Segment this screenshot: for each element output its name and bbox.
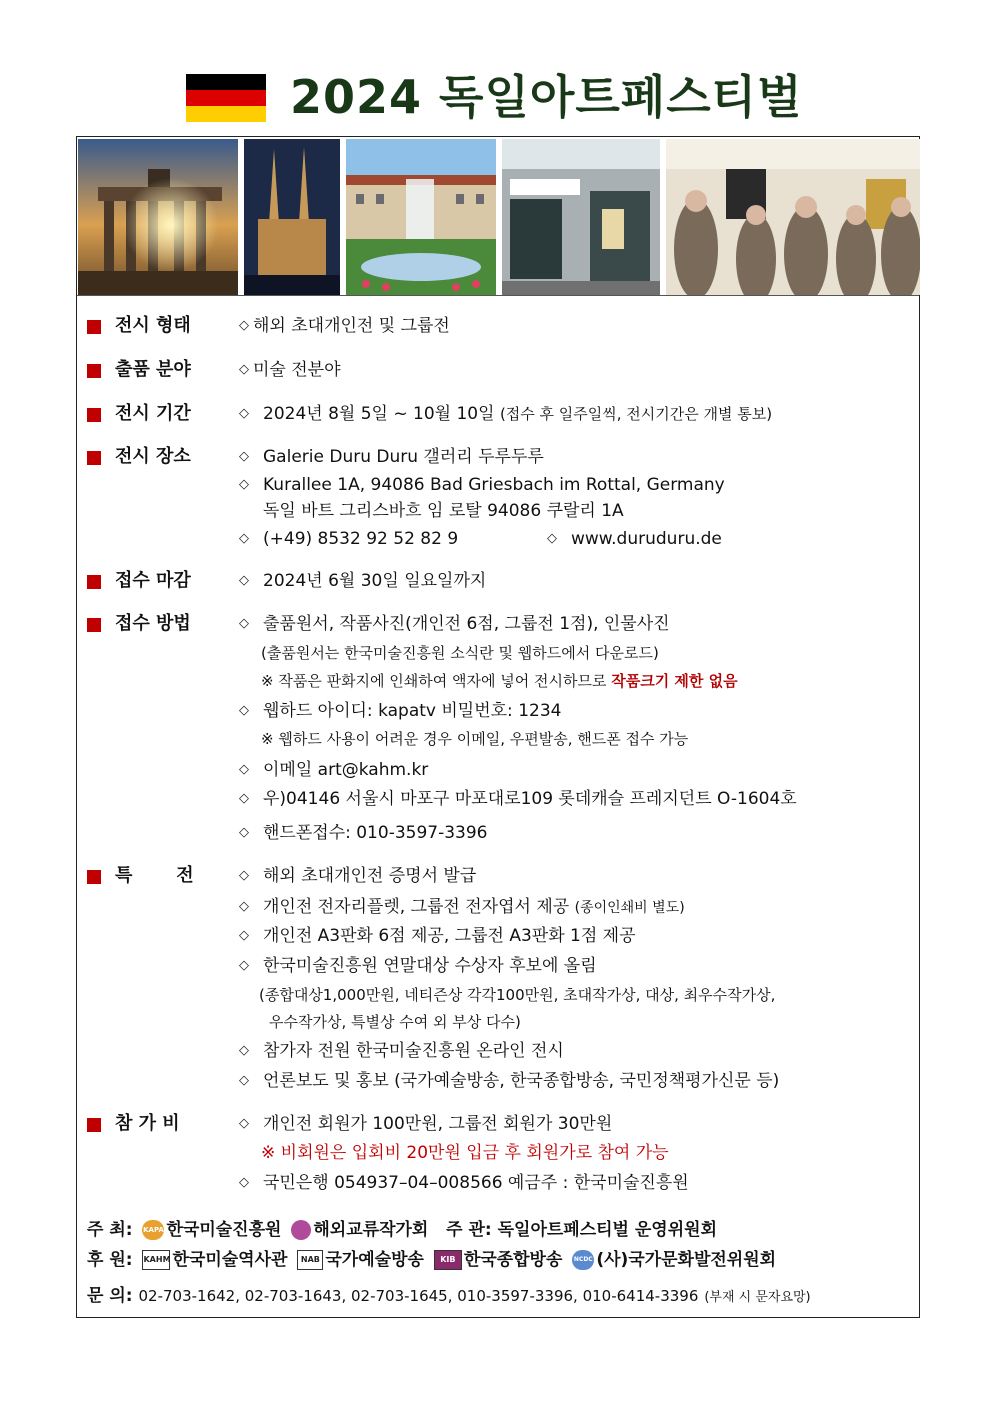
- venue-address-ko: 독일 바트 그리스바흐 임 로탈 94086 쿠랄리 1A: [263, 501, 624, 521]
- red-square-icon: [87, 870, 101, 884]
- artwork-size-note: ※ 작품은 판화지에 인쇄하여 액자에 넣어 전시하므로 작품크기 제한 없음: [261, 672, 738, 690]
- sponsor-name-4: (사)국가문화발전위원회: [596, 1250, 777, 1270]
- diamond-icon: ◇: [547, 531, 557, 546]
- photo-galerie-storefront: [502, 139, 660, 295]
- exhibition-period-value: 2024년 8월 5일 ~ 10월 10일 (접수 후 일주일씩, 전시기간은 개별 통보): [263, 404, 773, 424]
- benefit-award-details-cont: 우수작가상, 특별상 수여 외 부상 다수): [269, 1013, 521, 1031]
- fee-nonmember-note: ※ 비회원은 입회비 20만원 입금 후 회원가로 참여 가능: [261, 1143, 669, 1163]
- venue-name: Galerie Duru Duru 갤러리 두루두루: [263, 447, 544, 467]
- benefit-online-exhibition: 참가자 전원 한국미술진흥원 온라인 전시: [263, 1041, 564, 1061]
- diamond-icon: ◇: [239, 531, 249, 546]
- phone-submission: 핸드폰접수: 010-3597-3396: [263, 823, 488, 843]
- diamond-icon: ◇: [239, 477, 249, 492]
- diamond-icon: ◇: [239, 616, 249, 631]
- exhibition-type-value: 해외 초대개인전 및 그룹전: [253, 316, 450, 336]
- diamond-icon: ◇: [239, 868, 249, 883]
- title-row: [0, 62, 992, 132]
- photo-fountain: [346, 139, 496, 295]
- photo-exhibition-visitors: [666, 139, 920, 295]
- venue-website-link[interactable]: www.duruduru.de: [571, 529, 722, 549]
- contact-row: [87, 1283, 811, 1311]
- red-square-icon: [87, 1118, 101, 1132]
- venue-phone: (+49) 8532 92 52 82 9: [263, 529, 459, 549]
- diamond-icon: ◇: [239, 899, 249, 914]
- section-label: 참 가 비: [115, 1113, 180, 1134]
- benefit-press: 언론보도 및 홍보 (국가예술방송, 한국종합방송, 국민정책평가신문 등): [263, 1071, 780, 1091]
- diamond-icon: ◇: [239, 928, 249, 943]
- photo-brandenburg-gate: [78, 139, 238, 295]
- ncdc-logo-icon: NCDC: [572, 1250, 594, 1270]
- diamond-icon: ◇: [239, 406, 249, 421]
- email-value[interactable]: 이메일 art@kahm.kr: [263, 760, 429, 780]
- red-square-icon: [87, 408, 101, 422]
- diamond-icon: ◇: [239, 318, 249, 333]
- section-label: 특 전: [115, 865, 194, 886]
- organizer-name: 독일아트페스티벌 운영위원회: [497, 1220, 717, 1240]
- kahm-logo-icon: KAHM: [142, 1250, 170, 1270]
- entry-field-value: 미술 전분야: [253, 360, 341, 380]
- photo-divider: [77, 295, 919, 296]
- host-label: 주 최:: [87, 1220, 133, 1240]
- red-square-icon: [87, 618, 101, 632]
- diamond-icon: ◇: [239, 791, 249, 806]
- host-name-1: 한국미술진흥원: [166, 1220, 282, 1240]
- host-row: [87, 1217, 717, 1243]
- venue-address-en: Kurallee 1A, 94086 Bad Griesbach im Rottal, Germany: [263, 475, 725, 495]
- overseas-artists-logo-icon: [291, 1220, 311, 1240]
- benefit-award-nomination: 한국미술진흥원 연말대상 수상자 후보에 올림: [263, 956, 597, 976]
- sponsor-name-3: 한국종합방송: [463, 1250, 563, 1270]
- application-download-note: (출품원서는 한국미술진흥원 소식란 및 웹하드에서 다운로드): [261, 644, 659, 662]
- contact-label: 문 의:: [87, 1286, 133, 1306]
- section-label: 전시 장소: [115, 446, 191, 467]
- red-square-icon: [87, 320, 101, 334]
- diamond-icon: ◇: [239, 1116, 249, 1131]
- sponsor-row: [87, 1247, 776, 1273]
- section-label: 접수 마감: [115, 570, 191, 591]
- diamond-icon: ◇: [239, 1175, 249, 1190]
- host-name-2: 해외교류작가회: [313, 1220, 429, 1240]
- webhard-credentials: 웹하드 아이디: kapatv 비밀번호: 1234: [263, 701, 562, 721]
- contact-numbers: 02-703-1642, 02-703-1643, 02-703-1645, 010-3597-3396, 010-6414-3396: [138, 1287, 699, 1305]
- diamond-icon: ◇: [239, 449, 249, 464]
- content-frame: [76, 136, 920, 1318]
- sponsor-name-1: 한국미술역사관: [172, 1250, 288, 1270]
- red-square-icon: [87, 451, 101, 465]
- nab-logo-icon: NAB: [297, 1250, 323, 1270]
- benefit-prints: 개인전 A3판화 6점 제공, 그룹전 A3판화 1점 제공: [263, 926, 636, 946]
- contact-note: (부재 시 문자요망): [704, 1290, 811, 1305]
- page-title: 2024 독일아트페스티벌: [290, 70, 803, 124]
- section-label: 전시 형태: [115, 315, 191, 336]
- photo-cologne-cathedral: [244, 139, 340, 295]
- diamond-icon: ◇: [239, 573, 249, 588]
- fee-members: 개인전 회원가 100만원, 그룹전 회원가 30만원: [263, 1114, 613, 1134]
- sponsor-label: 후 원:: [87, 1250, 133, 1270]
- section-label: 전시 기간: [115, 403, 191, 424]
- diamond-icon: ◇: [239, 958, 249, 973]
- diamond-icon: ◇: [239, 1073, 249, 1088]
- red-square-icon: [87, 364, 101, 378]
- kib-logo-icon: KIB: [434, 1250, 462, 1270]
- photo-strip: [78, 139, 920, 295]
- webhard-alternative-note: ※ 웹하드 사용이 어려운 경우 이메일, 우편발송, 핸드폰 접수 가능: [261, 730, 689, 748]
- diamond-icon: ◇: [239, 762, 249, 777]
- organizer-label: 주 관:: [446, 1220, 492, 1240]
- sponsor-name-2: 국가예술방송: [325, 1250, 424, 1270]
- benefit-award-details: (종합대상1,000만원, 네티즌상 각각100만원, 초대작가상, 대상, 최우수작가상,: [259, 986, 776, 1004]
- section-label: 출품 분야: [115, 359, 191, 380]
- bank-account: 국민은행 054937–04–008566 예금주 : 한국미술진흥원: [263, 1173, 689, 1193]
- germany-flag-icon: [186, 74, 266, 122]
- application-documents: 출품원서, 작품사진(개인전 6점, 그룹전 1점), 인물사진: [263, 614, 670, 634]
- diamond-icon: ◇: [239, 825, 249, 840]
- deadline-value: 2024년 6월 30일 일요일까지: [263, 571, 487, 591]
- benefit-certificate: 해외 초대개인전 증명서 발급: [263, 866, 477, 886]
- kapa-logo-icon: KAPA: [142, 1220, 164, 1240]
- red-square-icon: [87, 575, 101, 589]
- diamond-icon: ◇: [239, 703, 249, 718]
- diamond-icon: ◇: [239, 1043, 249, 1058]
- benefit-leaflet: 개인전 전자리플렛, 그룹전 전자엽서 제공 (종이인쇄비 별도): [263, 897, 685, 917]
- diamond-icon: ◇: [239, 362, 249, 377]
- section-label: 접수 방법: [115, 613, 191, 634]
- postal-address: 우)04146 서울시 마포구 마포대로109 롯데캐슬 프레지던트 O-1604호: [263, 789, 797, 809]
